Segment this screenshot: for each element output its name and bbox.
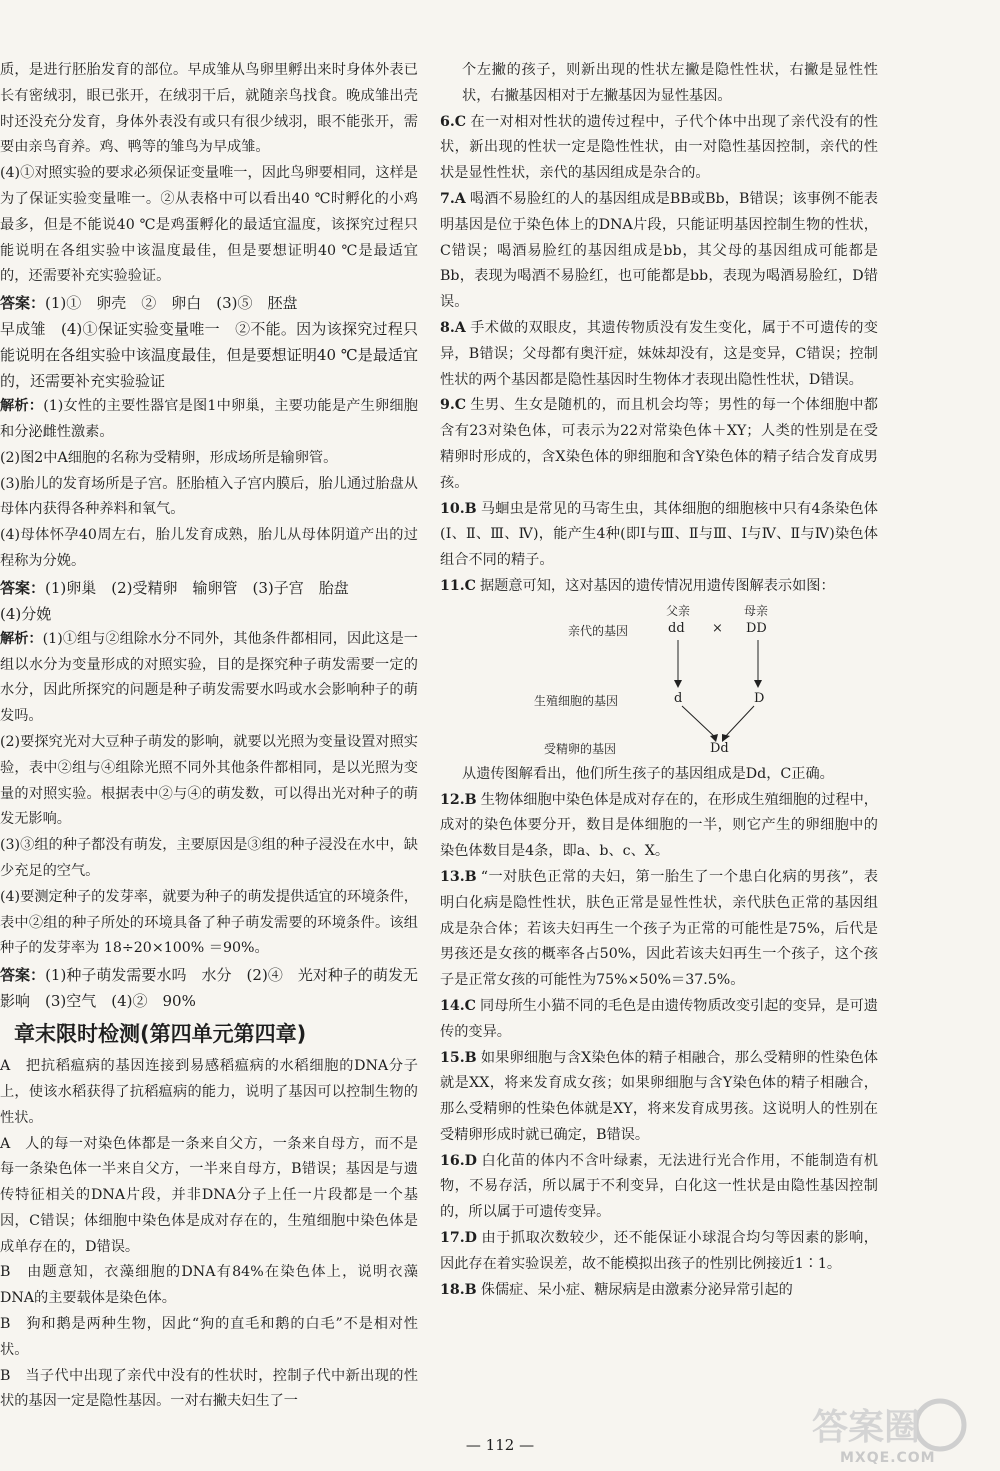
- question-number: 13.B: [440, 868, 477, 885]
- watermark-text: 答案圈: [812, 1407, 921, 1448]
- question-number: 16.D: [440, 1152, 477, 1169]
- page-number: — 112 —: [465, 1436, 535, 1454]
- answer-text: 如果卵细胞与含X染色体的精子相融合，那么受精卵的性染色体就是XX，将来发育成女孩；如果卵细胞与含Y染色体的精子相融合，那么受精卵的性染色体就是XY，将来发育成男孩。这说明人的性别在受精卵形成时就已确定，B错误。: [440, 1049, 878, 1143]
- cross-symbol: ×: [712, 620, 723, 636]
- arrow-D-to-zygote: [724, 706, 754, 738]
- answer-text: 据题意可知，这对基因的遗传情况用遗传图解表示如图：: [479, 577, 835, 594]
- analysis-label: 解析：: [0, 630, 43, 647]
- genetic-diagram: [440, 600, 878, 760]
- arrowhead: [754, 680, 762, 688]
- analysis-label: 解析：: [0, 398, 44, 415]
- section-title: 章末限时检测(第四单元第四章): [14, 1022, 307, 1047]
- answer-item: [440, 1046, 878, 1149]
- answer-block: [0, 575, 418, 601]
- answer-item: [440, 110, 878, 187]
- mother-label: 母亲: [744, 603, 769, 618]
- answer-text: 生物体细胞中染色体是成对存在的，在形成生殖细胞的过程中，成对的染色体要分开，数目是体细胞的一半，则它产生的卵细胞中的染色体数目是4条，即a、b、c、X。: [440, 791, 878, 860]
- answer-text: 白化苗的体内不含叶绿素，无法进行光合作用，不能制造有机物，不易存活，所以属于不利变异，白化这一性状是由隐性基因控制的，所以属于可遗传变异。: [440, 1152, 878, 1221]
- watermark-ring: [916, 1401, 964, 1449]
- arrow-d-to-zygote: [682, 706, 716, 738]
- row-label: 受精卵的基因: [544, 741, 617, 756]
- arrowhead: [674, 680, 682, 688]
- mother-gamete: D: [754, 690, 765, 706]
- question-number: 6.C: [440, 113, 467, 130]
- answer-text: 手术做的双眼皮，其遗传物质没有发生变化，属于不可遗传的变异，B错误；父母都有奥汗症，妹妹却没有，这是变异，C错误；控制性状的两个基因都是隐性基因时生物体才表现出隐性性状，D错误。: [440, 319, 878, 388]
- answer-block: [0, 290, 418, 316]
- paragraph: (3)③组的种子都没有萌发，主要原因是③组的种子浸没在水中，缺少充足的空气。: [0, 837, 418, 879]
- question-number: 10.B: [440, 500, 477, 517]
- paragraph: 个左撇的孩子，则新出现的性状左撇是隐性性状，右撇是显性性状，右撇基因相对于左撇基因为显性基因。: [462, 62, 878, 104]
- question-number: 15.B: [440, 1049, 477, 1066]
- watermark-site: MXQE.COM: [840, 1450, 936, 1466]
- analysis-text: (1)①组与②组除水分不同外，其他条件都相同，因此这是一组以水分为变量形成的对照实验，目的是探究种子萌发需要一定的水分，因此所探究的问题是种子萌发需要水吗或水会影响种子的萌发吗。: [0, 630, 418, 725]
- answer-item: [440, 788, 878, 865]
- paragraph: (2)要探究光对大豆种子萌发的影响，就要以光照为变量设置对照实验，表中②组与④组除光照不同外其他条件都相同，是以光照为变量的对照实验。根据表中②与④的萌发数，可以得出光对种子的萌发无影响。: [0, 733, 418, 828]
- question-number: 9.C: [440, 397, 467, 414]
- answer-item: A 人的每一对染色体都是一条来自父方，一条来自母方，而不是每一条染色体一半来自父方，一半来自母方，B错误；基因是与遗传特征相关的DNA片段，并非DNA分子上任一片段都是一个基因，C错误；体细胞中染色体是成对存在的，生殖细胞中染色体是成单存在的，D错误。: [0, 1135, 418, 1255]
- left-column: [0, 58, 418, 1415]
- father-genes: dd: [668, 620, 685, 636]
- answer-text: 生男、生女是随机的，而且机会均等；男性的每一个体细胞中都含有23对染色体，可表示为22对常染色体＋XY；人类的性别是在受精卵时形成的，含X染色体的卵细胞和含Y染色体的精子结合发育成男孩。: [440, 397, 878, 491]
- answer-item: [440, 994, 878, 1046]
- answer-item: B 当子代中出现了亲代中没有的性状时，控制子代中新出现的性状的基因一定是隐性基因。一对右撇夫妇生了一: [0, 1367, 418, 1410]
- answer-item: [440, 1226, 878, 1278]
- top-edge: [0, 0, 1000, 12]
- answer-text: 马蛔虫是常见的马寄生虫，其体细胞的细胞核中只有4条染色体(Ⅰ、Ⅱ、Ⅲ、Ⅳ)，能产生4种(即Ⅰ与Ⅲ、Ⅱ与Ⅲ、Ⅰ与Ⅳ、Ⅱ与Ⅳ)染色体组合不同的精子。: [440, 500, 878, 569]
- answer-item: [440, 497, 878, 574]
- answer-item: A 把抗稻瘟病的基因连接到易感稻瘟病的水稻细胞的DNA分子上，使该水稻获得了抗稻瘟病的能力，说明了基因可以控制生物的性状。: [0, 1058, 418, 1126]
- answer-item: B 狗和鹅是两种生物，因此“狗的直毛和鹅的白毛”不是相对性状。: [0, 1316, 418, 1358]
- paragraph: (4)要测定种子的发芽率，就要为种子的萌发提供适宜的环境条件，表中②组的种子所处的环境具备了种子萌发需要的环境条件。该组种子的发芽率为 18÷20×100% ＝90%。: [0, 888, 418, 957]
- answer-label: 答案：: [0, 294, 46, 313]
- answer-text: (4)分娩: [0, 604, 52, 623]
- paragraph: (4)母体怀孕40周左右，胎儿发育成熟，胎儿从母体阴道产出的过程称为分娩。: [0, 527, 418, 569]
- answer-item: [440, 1278, 878, 1304]
- question-number: 11.C: [440, 577, 476, 594]
- analysis-block: [0, 394, 418, 446]
- father-label: 父亲: [666, 603, 691, 618]
- answer-item: [440, 865, 878, 994]
- question-number: 14.C: [440, 997, 476, 1014]
- answer-label: 答案：: [0, 578, 46, 597]
- paragraph: 质，是进行胚胎发育的部位。早成雏从鸟卵里孵出来时身体外表已长有密绒羽，眼已张开，在绒羽干后，就随亲鸟找食。晚成雏出壳时还没充分发育，身体外表没有或只有很少绒羽，眼不能张开，需要由亲鸟育养。鸡、鸭等的雏鸟为早成雏。: [0, 62, 418, 156]
- analysis-text: (1)女性的主要性器官是图1中卵巢，主要功能是产生卵细胞和分泌雌性激素。: [0, 398, 418, 440]
- answer-text: 喝酒不易脸红的人的基因组成是BB或Bb，B错误；该事例不能表明基因是位于染色体上的DNA片段，只能证明基因控制生物的性状，C错误；喝酒易脸红的基因组成是bb，其父母的基因组成可能都是Bb，表现为喝酒不易脸红，也可能都是bb，表现为喝酒易脸红，D错误。: [440, 190, 878, 311]
- paragraph: (3)胎儿的发育场所是子宫。胚胎植入子宫内膜后，胎儿通过胎盘从母体内获得各种养料和氧气。: [0, 475, 418, 518]
- zygote-genes: Dd: [710, 740, 729, 756]
- answer-item: [440, 393, 878, 496]
- answer-text: (1)卵巢 (2)受精卵 输卵管 (3)子宫 胎盘: [45, 578, 349, 597]
- paragraph: (2)图2中A细胞的名称为受精卵，形成场所是输卵管。: [0, 449, 338, 466]
- answer-item: [440, 316, 878, 393]
- answer-text: (1)① 卵壳 ② 卵白 (3)⑤ 胚盘: [45, 294, 298, 313]
- row-label: 生殖细胞的基因: [534, 693, 619, 708]
- question-number: 18.B: [440, 1281, 477, 1298]
- mother-genes: DD: [746, 620, 767, 636]
- row-label: 亲代的基因: [568, 623, 629, 638]
- answer-text: (1)种子萌发需要水吗 水分 (2)④ 光对种子的萌发无影响 (3)空气 (4)② 90%: [0, 966, 418, 1011]
- answer-text: 同母所生小猫不同的毛色是由遗传物质改变引起的变异，是可遗传的变异。: [440, 997, 878, 1040]
- answer-item: B 由题意知，衣藻细胞的DNA有84%在染色体上，说明衣藻DNA的主要载体是染色体。: [0, 1264, 418, 1307]
- answer-item: [440, 574, 878, 600]
- answer-item: [440, 1149, 878, 1226]
- answer-text: 由于抓取次数较少，还不能保证小球混合均匀等因素的影响，因此存在着实验误差，故不能模拟出孩子的性别比例接近1∶1。: [440, 1230, 878, 1272]
- answer-text: 在一对相对性状的遗传过程中，子代个体中出现了亲代没有的性状，新出现的性状一定是隐性性状，由一对隐性基因控制，亲代的性状是显性性状，亲代的基因组成是杂合的。: [440, 113, 878, 182]
- question-number: 17.D: [440, 1230, 477, 1247]
- question-number: 7.A: [440, 190, 466, 207]
- answer-text: 早成雏 (4)①保证实验变量唯一 ②不能。因为该探究过程只能说明在各组实验中该温度最佳，但是要想证明40 ℃是最适宜的，还需要补充实验验证: [0, 320, 418, 391]
- answer-item: [440, 187, 878, 316]
- right-column: [440, 58, 878, 1303]
- paragraph: 从遗传图解看出，他们所生孩子的基因组成是Dd，C正确。: [462, 765, 834, 782]
- answer-label: 答案：: [0, 966, 46, 985]
- diagram-arrows: [440, 600, 878, 760]
- answer-block: [0, 962, 418, 1014]
- answer-text: 侏儒症、呆小症、糖尿病是由激素分泌异常引起的: [480, 1281, 793, 1298]
- analysis-block: [0, 627, 418, 730]
- answer-text: “一对肤色正常的夫妇，第一胎生了一个患白化病的男孩”，表明白化病是隐性性状，肤色正常是显性性状，亲代肤色正常的基因组成是杂合体；若该夫妇再生一个孩子为正常的可能性是75%，后代是男孩还是女孩的概率各占50%，因此若该夫妇再生一个孩子，这个孩子是正常女孩的可能性为75%×50%＝37.5%。: [440, 868, 878, 989]
- question-number: 8.A: [440, 319, 466, 336]
- paragraph: (4)①对照实验的要求必须保证变量唯一，因此鸟卵要相同，这样是为了保证实验变量唯一。②从表格中可以看出40 ℃时孵化的小鸡最多，但是不能说40 ℃是鸡蛋孵化的最适宜温度，该探究过程只能说明在各组实验中该温度最佳，但是要想证明40 ℃是最适宜的，还需要补充实验验证。: [0, 165, 418, 285]
- question-number: 12.B: [440, 791, 477, 808]
- father-gamete: d: [674, 690, 683, 706]
